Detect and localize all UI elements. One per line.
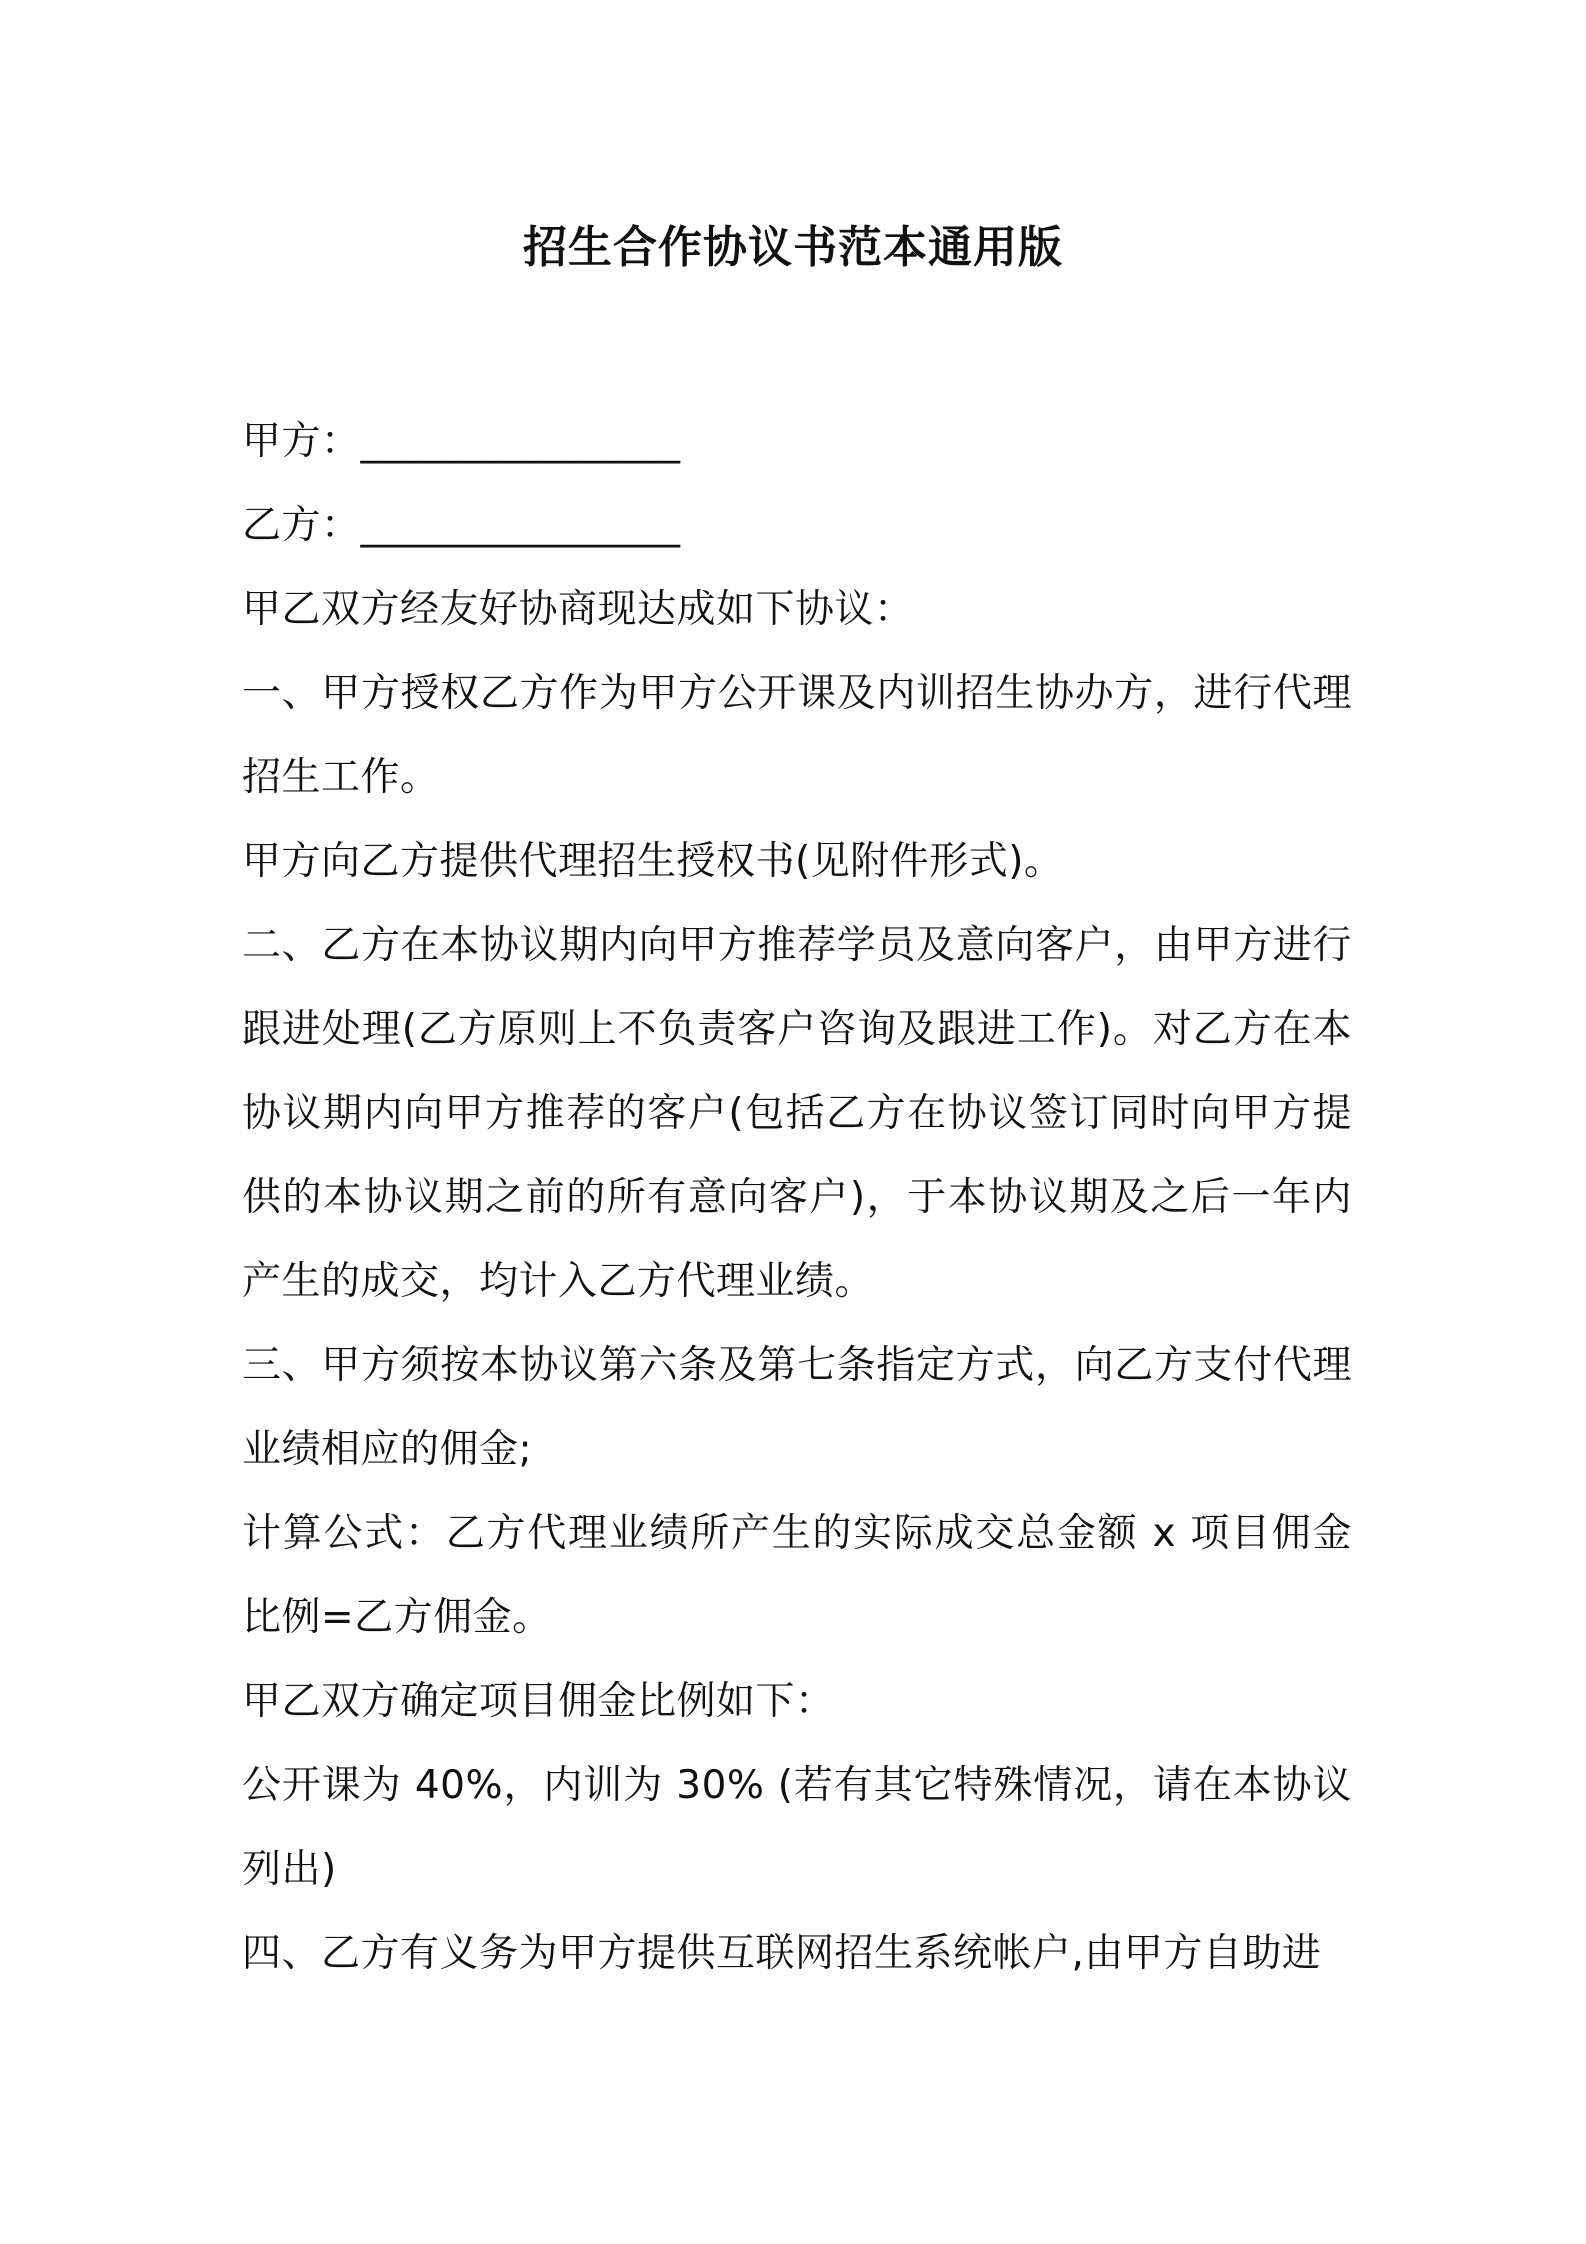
clause-1: 一、甲方授权乙方作为甲方公开课及内训招生协办方，进行代理招生工作。	[242, 671, 1352, 800]
party-a-line: 甲方：________________	[242, 419, 681, 464]
agreement-intro: 甲乙双方经友好协商现达成如下协议：	[242, 587, 914, 632]
commission-rate-intro: 甲乙双方确定项目佣金比例如下：	[242, 1679, 835, 1724]
clause-3: 三、甲方须按本协议第六条及第七条指定方式，向乙方支付代理业绩相应的佣金;	[242, 1343, 1352, 1472]
commission-formula: 计算公式：乙方代理业绩所产生的实际成交总金额 x 项目佣金比例=乙方佣金。	[242, 1511, 1352, 1640]
clause-1-note: 甲方向乙方提供代理招生授权书(见附件形式)。	[242, 839, 1064, 884]
document-title: 招生合作协议书范本通用版	[523, 222, 1063, 273]
party-b-line: 乙方：________________	[242, 503, 681, 548]
clause-2: 二、乙方在本协议期内向甲方推荐学员及意向客户，由甲方进行跟进处理(乙方原则上不负责客户咨询及跟进工作)。对乙方在本协议期内向甲方推荐的客户(包括乙方在协议签订同时向甲方提供的本协议期之前的所有意向客户)，于本协议期及之后一年内产生的成交，均计入乙方代理业绩。	[242, 923, 1352, 1304]
commission-rates: 公开课为 40%，内训为 30% (若有其它特殊情况，请在本协议列出)	[242, 1763, 1352, 1892]
document-body	[242, 400, 1352, 1996]
clause-4: 四、乙方有义务为甲方提供互联网招生系统帐户,由甲方自助进	[242, 1931, 1322, 1976]
